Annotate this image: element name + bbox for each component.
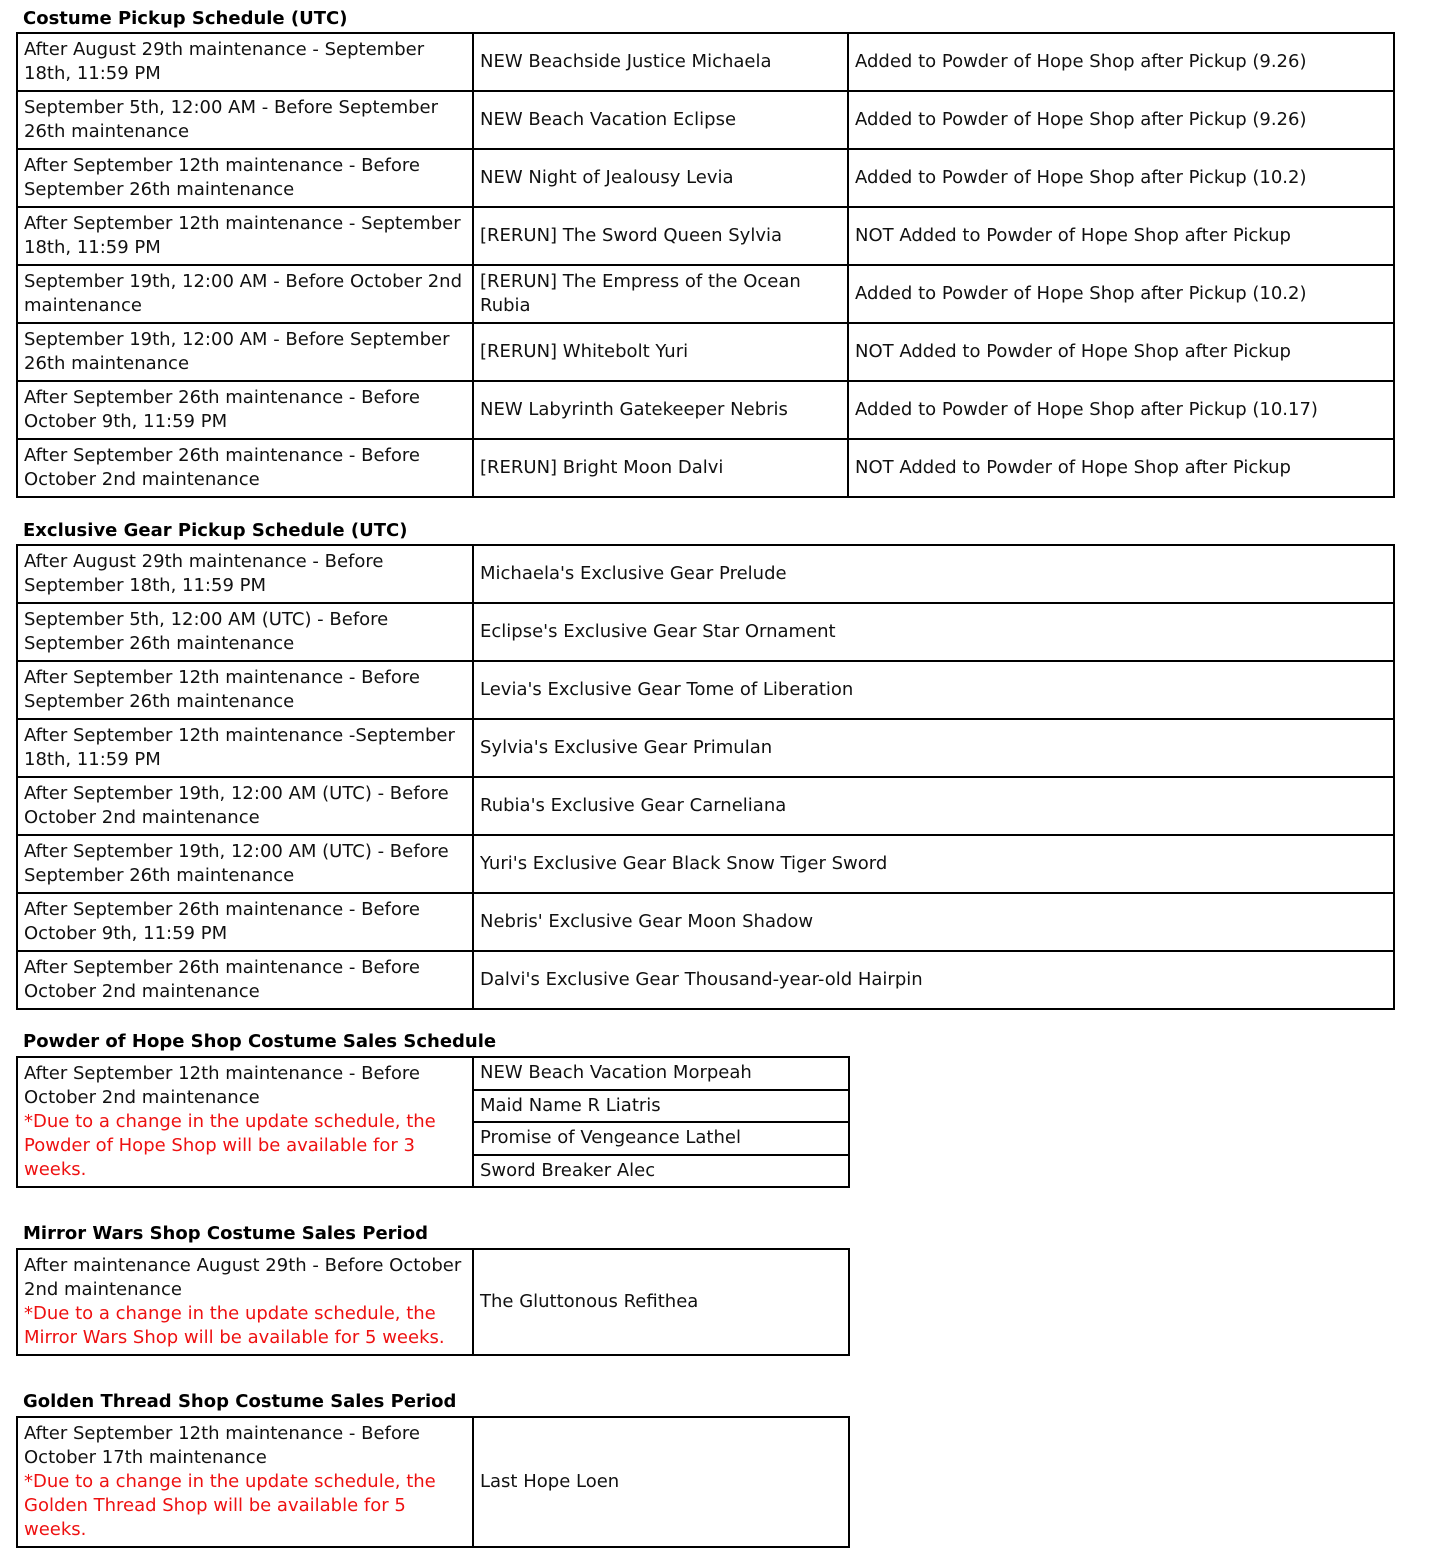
costume-cell: The Gluttonous Refithea <box>473 1249 849 1355</box>
period-cell: After September 26th maintenance - Before October 9th, 11:59 PM <box>17 893 473 951</box>
shop-note-cell: Added to Powder of Hope Shop after Pickup (10.2) <box>848 149 1394 207</box>
shop-note-cell: Added to Powder of Hope Shop after Pickup (9.26) <box>848 33 1394 91</box>
table-row <box>17 381 1394 439</box>
period-cell <box>17 1417 473 1547</box>
costume-cell: Sword Breaker Alec <box>473 1155 849 1188</box>
table-row <box>17 545 1394 603</box>
period-cell: After August 29th maintenance - September 18th, 11:59 PM <box>17 33 473 91</box>
costume-schedule-table <box>16 32 1395 498</box>
table-row <box>17 1057 849 1090</box>
table-row <box>17 207 1394 265</box>
period-cell: After September 19th, 12:00 AM (UTC) - Before September 26th maintenance <box>17 835 473 893</box>
gear-cell: Nebris' Exclusive Gear Moon Shadow <box>473 893 1394 951</box>
table-row <box>17 951 1394 1009</box>
mirror-shop-title: Mirror Wars Shop Costume Sales Period <box>23 1223 428 1244</box>
costume-cell: [RERUN] The Empress of the Ocean Rubia <box>473 265 848 323</box>
period-cell: September 19th, 12:00 AM - Before September 26th maintenance <box>17 323 473 381</box>
costume-cell: NEW Night of Jealousy Levia <box>473 149 848 207</box>
period-text: After September 12th maintenance - Before October 2nd maintenance <box>24 1063 420 1108</box>
gear-cell: Sylvia's Exclusive Gear Primulan <box>473 719 1394 777</box>
table-row <box>17 91 1394 149</box>
period-text: After September 12th maintenance - Before October 17th maintenance <box>24 1423 420 1468</box>
period-cell: September 5th, 12:00 AM (UTC) - Before September 26th maintenance <box>17 603 473 661</box>
powder-shop-title: Powder of Hope Shop Costume Sales Schedule <box>23 1031 497 1052</box>
table-row <box>17 1249 849 1355</box>
period-cell: After August 29th maintenance - Before September 18th, 11:59 PM <box>17 545 473 603</box>
period-cell: After September 26th maintenance - Before October 2nd maintenance <box>17 439 473 497</box>
gear-cell: Yuri's Exclusive Gear Black Snow Tiger Sword <box>473 835 1394 893</box>
gear-schedule-table <box>16 544 1395 1010</box>
period-cell: September 5th, 12:00 AM - Before September 26th maintenance <box>17 91 473 149</box>
costume-cell: [RERUN] The Sword Queen Sylvia <box>473 207 848 265</box>
period-text: After maintenance August 29th - Before October 2nd maintenance <box>24 1255 462 1300</box>
period-cell: After September 12th maintenance - September 18th, 11:59 PM <box>17 207 473 265</box>
costume-cell: [RERUN] Whitebolt Yuri <box>473 323 848 381</box>
powder-shop-table <box>16 1056 850 1188</box>
costume-cell: NEW Beach Vacation Eclipse <box>473 91 848 149</box>
schedule-notice: *Due to a change in the update schedule, the Powder of Hope Shop will be available for 3 weeks. <box>24 1111 436 1180</box>
table-row <box>17 603 1394 661</box>
table-row <box>17 439 1394 497</box>
costume-cell: Last Hope Loen <box>473 1417 849 1547</box>
gear-cell: Rubia's Exclusive Gear Carneliana <box>473 777 1394 835</box>
shop-note-cell: NOT Added to Powder of Hope Shop after Pickup <box>848 207 1394 265</box>
period-cell: After September 12th maintenance - Before September 26th maintenance <box>17 149 473 207</box>
shop-note-cell: NOT Added to Powder of Hope Shop after Pickup <box>848 439 1394 497</box>
period-cell <box>17 1249 473 1355</box>
shop-note-cell: Added to Powder of Hope Shop after Pickup (10.17) <box>848 381 1394 439</box>
costume-schedule-title: Costume Pickup Schedule (UTC) <box>23 8 348 29</box>
golden-shop-title: Golden Thread Shop Costume Sales Period <box>23 1391 457 1412</box>
period-cell: After September 19th, 12:00 AM (UTC) - Before October 2nd maintenance <box>17 777 473 835</box>
shop-note-cell: NOT Added to Powder of Hope Shop after Pickup <box>848 323 1394 381</box>
table-row <box>17 661 1394 719</box>
period-cell: September 19th, 12:00 AM - Before October 2nd maintenance <box>17 265 473 323</box>
gear-cell: Dalvi's Exclusive Gear Thousand-year-old Hairpin <box>473 951 1394 1009</box>
table-row <box>17 149 1394 207</box>
table-row <box>17 323 1394 381</box>
shop-note-cell: Added to Powder of Hope Shop after Pickup (10.2) <box>848 265 1394 323</box>
golden-shop-table <box>16 1416 850 1548</box>
costume-cell: NEW Beach Vacation Morpeah <box>473 1057 849 1090</box>
gear-cell: Michaela's Exclusive Gear Prelude <box>473 545 1394 603</box>
period-cell: After September 26th maintenance - Before October 2nd maintenance <box>17 951 473 1009</box>
table-row <box>17 835 1394 893</box>
table-row <box>17 893 1394 951</box>
shop-note-cell: Added to Powder of Hope Shop after Pickup (9.26) <box>848 91 1394 149</box>
period-cell <box>17 1057 473 1187</box>
table-row <box>17 265 1394 323</box>
period-cell: After September 12th maintenance -September 18th, 11:59 PM <box>17 719 473 777</box>
costume-cell: NEW Labyrinth Gatekeeper Nebris <box>473 381 848 439</box>
costume-cell: Promise of Vengeance Lathel <box>473 1122 849 1155</box>
period-cell: After September 26th maintenance - Before October 9th, 11:59 PM <box>17 381 473 439</box>
gear-cell: Levia's Exclusive Gear Tome of Liberation <box>473 661 1394 719</box>
period-cell: After September 12th maintenance - Before September 26th maintenance <box>17 661 473 719</box>
schedule-notice: *Due to a change in the update schedule, the Mirror Wars Shop will be available for 5 weeks. <box>24 1303 445 1348</box>
costume-cell: NEW Beachside Justice Michaela <box>473 33 848 91</box>
gear-schedule-title: Exclusive Gear Pickup Schedule (UTC) <box>23 520 408 541</box>
gear-cell: Eclipse's Exclusive Gear Star Ornament <box>473 603 1394 661</box>
table-row <box>17 33 1394 91</box>
costume-cell: [RERUN] Bright Moon Dalvi <box>473 439 848 497</box>
table-row <box>17 777 1394 835</box>
mirror-shop-table <box>16 1248 850 1356</box>
table-row <box>17 1417 849 1547</box>
costume-cell: Maid Name R Liatris <box>473 1090 849 1123</box>
schedule-notice: *Due to a change in the update schedule, the Golden Thread Shop will be available for 5 weeks. <box>24 1471 436 1540</box>
table-row <box>17 719 1394 777</box>
